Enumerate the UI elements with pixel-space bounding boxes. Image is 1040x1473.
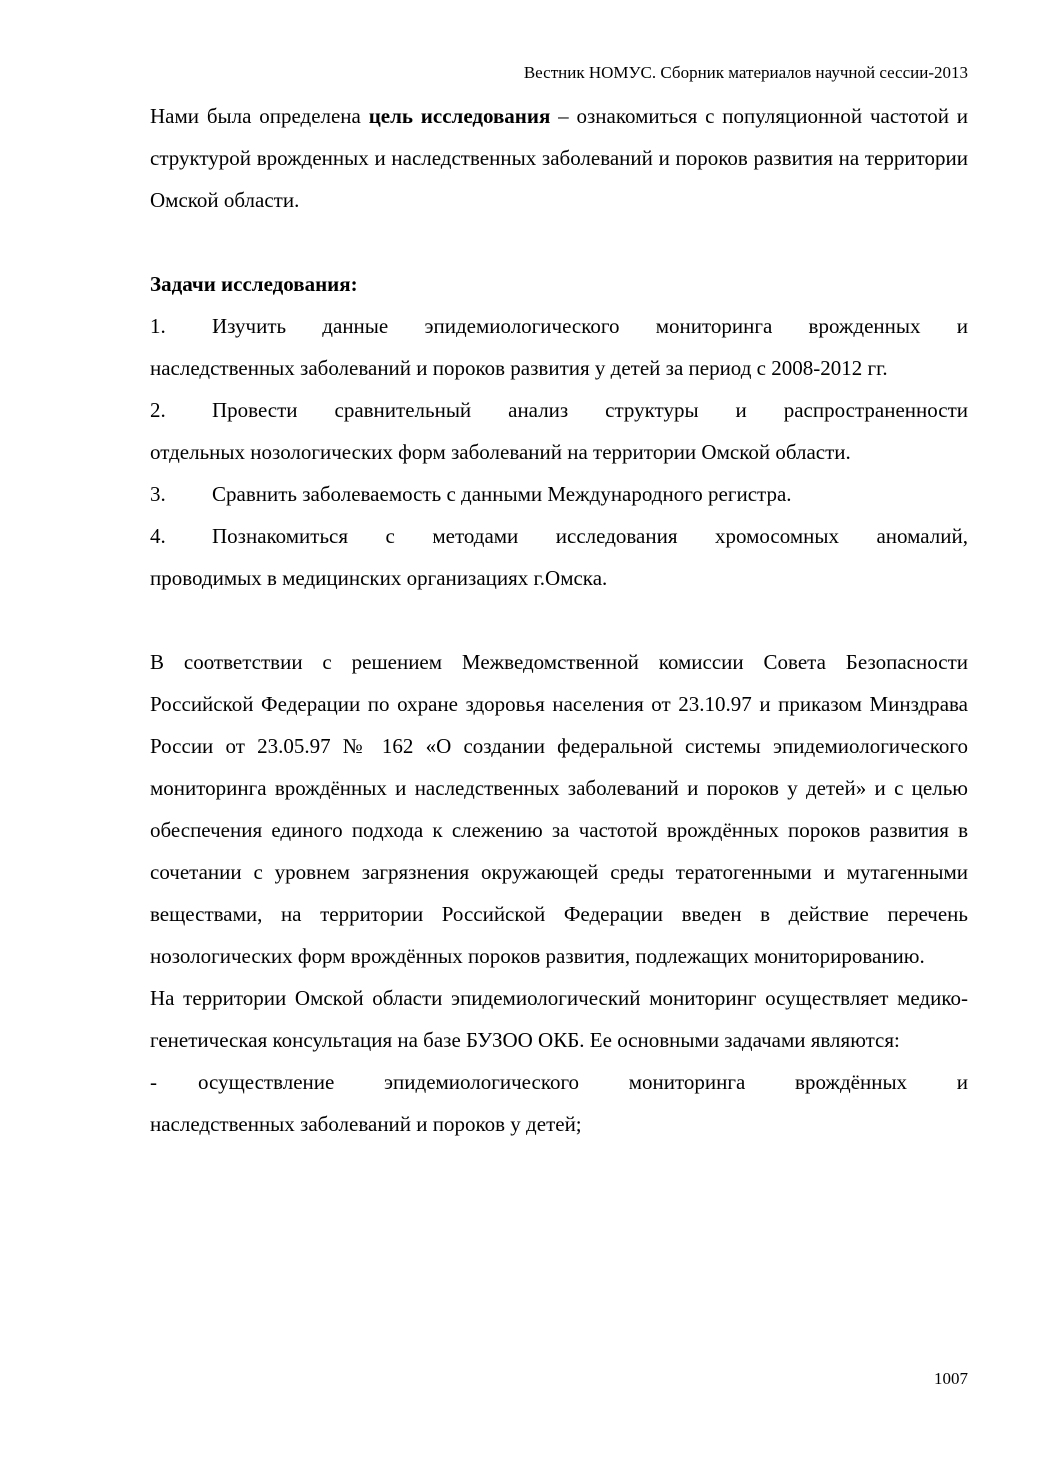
running-header: Вестник НОМУС. Сборник материалов научной сессии-2013 (523, 63, 968, 82)
page-body (150, 95, 968, 1145)
task-text-continuation: наследственных заболеваний и пороков развития у детей за период с 2008-2012 гг. (150, 356, 888, 380)
page-number: 1007 (934, 1369, 968, 1388)
tasks-heading: Задачи исследования: (150, 272, 358, 296)
intro-paragraph (150, 95, 968, 221)
task-number: 4. (150, 524, 166, 548)
task-item-2 (150, 389, 968, 473)
list-dash-marker: - (150, 1070, 157, 1094)
task-number: 1. (150, 314, 166, 338)
task-text-first-line: Сравнить заболеваемость с данными Международного регистра. (212, 482, 792, 506)
task-text-continuation: проводимых в медицинских организациях г.Омска. (150, 566, 608, 590)
intro-bold-term: цель исследования (368, 104, 551, 128)
body-paragraph-regulation: В соответствии с решением Межведомственной комиссии Совета Безопасности Российской Федерации по охране здоровья населения от 23.10.97 и приказом Минздрава России от 23.05.97 № 162 «О создании федеральной системы эпидемиологического мониторинга врождённых и наследственных заболеваний и пороков у детей» и с целью обеспечения единого подхода к слежению за частотой врождённых пороков развития в сочетании с уровнем загрязнения окружающей среды тератогенными и мутагенными веществами, на территории Российской Федерации введен в действие перечень нозологических форм врождённых пороков развития, подлежащих мониторированию. (150, 650, 968, 968)
paragraph-spacer (150, 599, 968, 641)
task-text-first-line: Познакомиться с методами исследования хромосомных аномалий, (212, 524, 968, 548)
task-number: 3. (150, 482, 166, 506)
task-number: 2. (150, 398, 166, 422)
task-item-3 (150, 473, 968, 515)
list-item-continuation: наследственных заболеваний и пороков у детей; (150, 1112, 582, 1136)
task-text-first-line: Провести сравнительный анализ структуры и распространенности (212, 398, 968, 422)
task-text-continuation: отдельных нозологических форм заболеваний на территории Омской области. (150, 440, 851, 464)
task-item-1 (150, 305, 968, 389)
task-text-first-line: Изучить данные эпидемиологического мониторинга врожденных и (212, 314, 968, 338)
body-paragraph-monitoring: На территории Омской области эпидемиологический мониторинг осуществляет медико-генетическая консультация на базе БУЗОО ОКБ. Ее основными задачами являются: (150, 986, 968, 1052)
task-item-4 (150, 515, 968, 599)
paragraph-spacer (150, 221, 968, 263)
dash-list-item (150, 1061, 968, 1145)
intro-text-before: Нами была определена (150, 104, 369, 128)
list-item-first-line: осуществление эпидемиологического мониторинга врождённых и (198, 1070, 968, 1094)
intro-text-after: – ознакомиться с популяционной частотой и структурой врожденных и наследственных заболеваний и пороков развития на территории Омской области. (150, 104, 968, 212)
